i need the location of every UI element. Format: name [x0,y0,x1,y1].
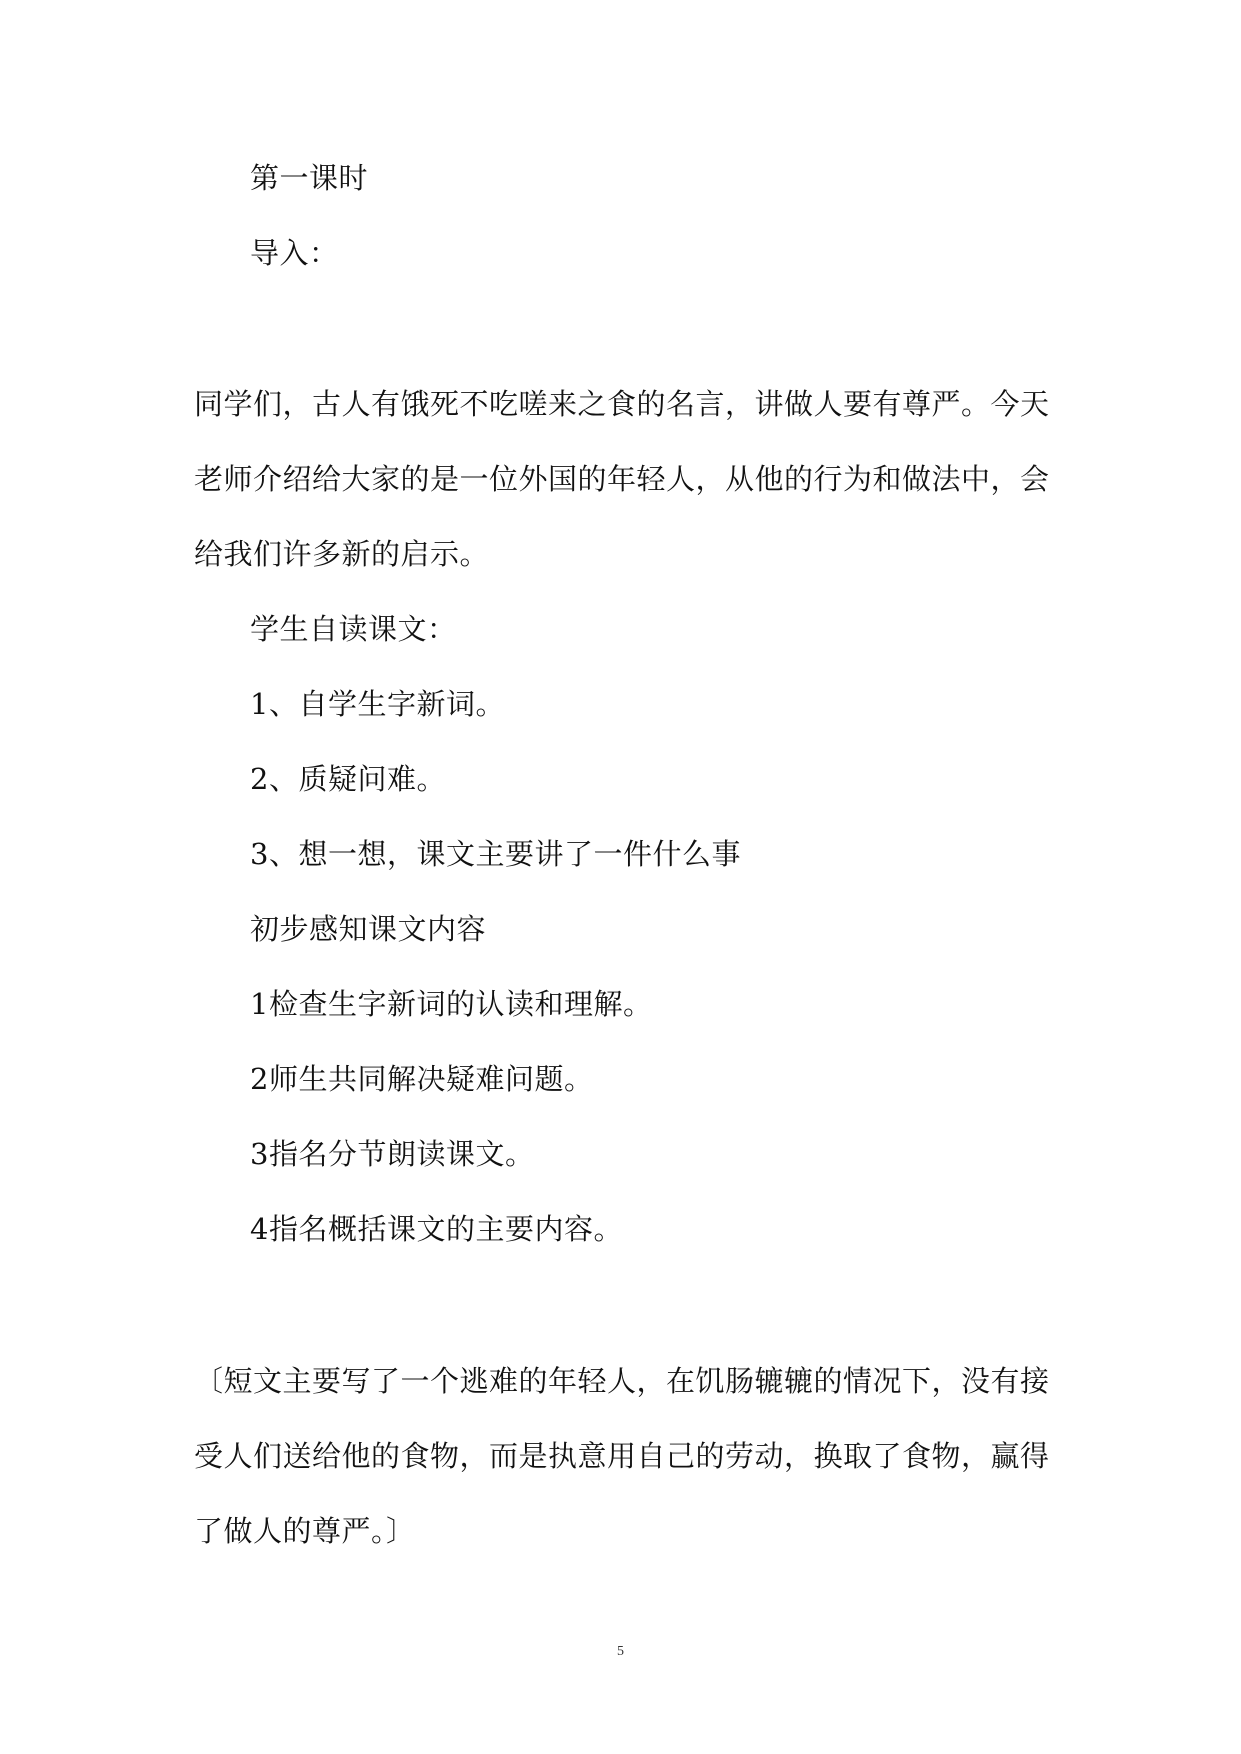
self-study-item: 2、质疑问难。 [250,762,446,796]
self-study-item: 1、自学生字新词。 [250,687,505,721]
perception-item: 3指名分节朗读课文。 [250,1137,535,1171]
intro-paragraph-line: 同学们，古人有饿死不吃嗟来之食的名言，讲做人要有尊严。今天 [194,387,1050,421]
page-number: 5 [617,1644,624,1659]
summary-paragraph-line: 受人们送给他的食物，而是执意用自己的劳动，换取了食物，赢得 [194,1439,1050,1473]
self-study-heading: 学生自读课文： [250,612,457,646]
intro-paragraph-line: 老师介绍给大家的是一位外国的年轻人，从他的行为和做法中，会 [194,462,1050,496]
self-study-item: 3、想一想，课文主要讲了一件什么事 [250,837,741,871]
intro-paragraph-line: 给我们许多新的启示。 [194,537,490,571]
perception-item: 2师生共同解决疑难问题。 [250,1062,594,1096]
perception-item: 1检查生字新词的认读和理解。 [250,987,653,1021]
intro-heading: 导入： [250,236,339,270]
perception-heading: 初步感知课文内容 [250,912,487,946]
summary-paragraph-line: 了做人的尊严。〕 [194,1514,416,1548]
lesson-heading: 第一课时 [250,161,369,195]
summary-paragraph-line: 〔短文主要写了一个逃难的年轻人，在饥肠辘辘的情况下，没有接 [194,1364,1050,1398]
perception-item: 4指名概括课文的主要内容。 [250,1212,623,1246]
